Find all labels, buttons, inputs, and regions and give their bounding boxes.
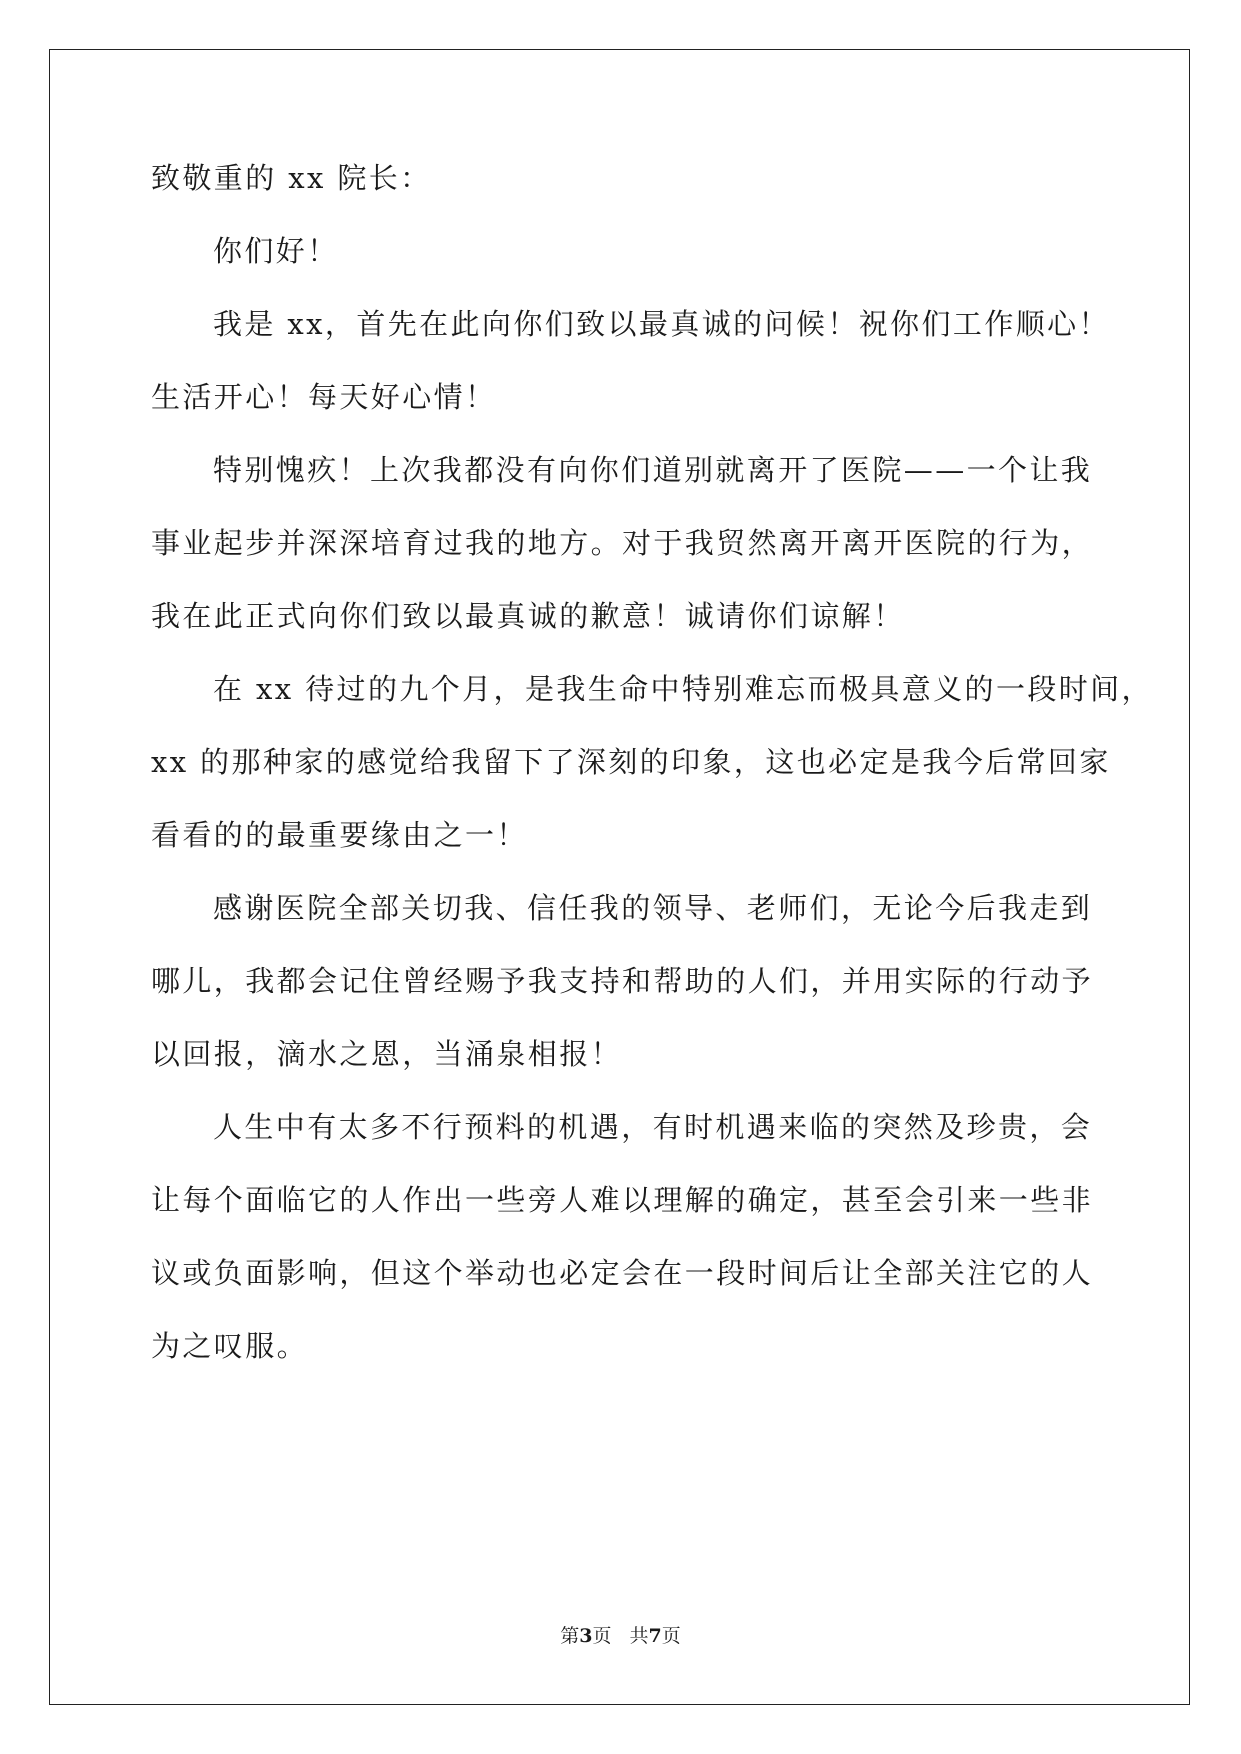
paragraph-line: 在 xx 待过的九个月，是我生命中特别难忘而极具意义的一段时间， [213,672,1153,706]
page-suffix: 页 [592,1625,612,1647]
paragraph-line: 为之叹服。 [151,1329,309,1363]
paragraph-line: 我在此正式向你们致以最真诚的歉意！诚请你们谅解！ [151,599,905,633]
paragraph-line: 看看的的最重要缘由之一！ [151,818,528,852]
page-number: 3 [579,1625,593,1647]
paragraph-line: 让每个面临它的人作出一些旁人难以理解的确定，甚至会引来一些非 [151,1183,1094,1217]
paragraph-line: 议或负面影响，但这个举动也必定会在一段时间后让全部关注它的人 [151,1256,1094,1290]
total-pages: 7 [648,1625,662,1647]
total-prefix: 共 [629,1625,649,1647]
greeting-line: 你们好！ [213,234,339,268]
page-border [49,49,1190,1705]
paragraph-line: 我是 xx，首先在此向你们致以最真诚的问候！祝你们工作顺心！ [213,307,1110,341]
total-suffix: 页 [661,1625,681,1647]
paragraph-line: 哪儿，我都会记住曾经赐予我支持和帮助的人们，并用实际的行动予 [151,964,1094,998]
paragraph-line: xx 的那种家的感觉给我留下了深刻的印象，这也必定是我今后常回家 [151,745,1111,779]
paragraph-line: 感谢医院全部关切我、信任我的领导、老师们，无论今后我走到 [213,891,1093,925]
paragraph-line: 人生中有太多不行预料的机遇，有时机遇来临的突然及珍贵，会 [213,1110,1093,1144]
paragraph-line: 事业起步并深深培育过我的地方。对于我贸然离开离开医院的行为， [151,526,1094,560]
salutation-line: 致敬重的 xx 院长： [151,161,432,195]
page-footer [0,1624,1241,1648]
paragraph-line: 特别愧疚！上次我都没有向你们道别就离开了医院——一个让我 [213,453,1093,487]
paragraph-line: 生活开心！每天好心情！ [151,380,497,414]
paragraph-line: 以回报，滴水之恩，当涌泉相报！ [151,1037,623,1071]
page-prefix: 第 [560,1625,580,1647]
